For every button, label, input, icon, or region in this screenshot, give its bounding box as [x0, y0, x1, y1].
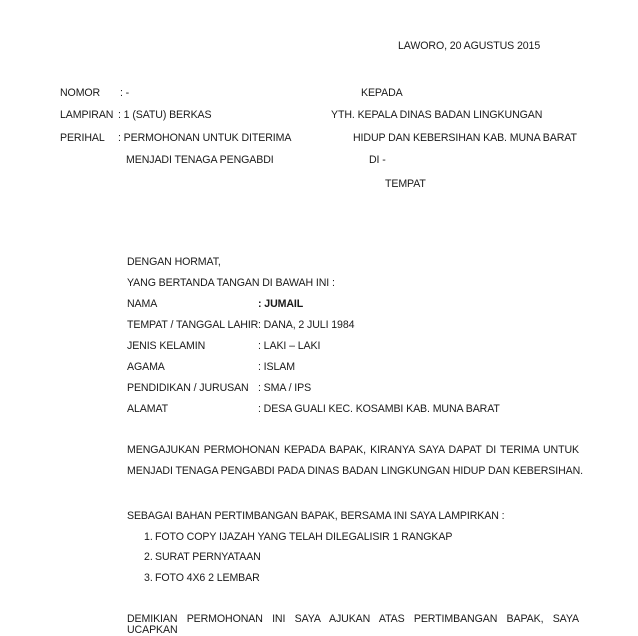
recipient-line-3: HIDUP DAN KEBERSIHAN KAB. MUNA BARAT	[353, 132, 577, 144]
attachment-item: FOTO COPY IJAZAH YANG TELAH DILEGALISIR 1 RANGKAP	[155, 531, 453, 543]
greeting: DENGAN HORMAT,	[127, 256, 221, 268]
perihal-label: PERIHAL	[60, 132, 105, 144]
field-value-alamat: : DESA GUALI KEC. KOSAMBI KAB. MUNA BARAT	[258, 403, 500, 415]
request-line-2: MENJADI TENAGA PENGABDI PADA DINAS BADAN LINGKUNGAN HIDUP DAN KEBERSIHAN.	[127, 465, 583, 477]
field-value-nama: : JUMAIL	[258, 298, 304, 310]
lampiran-value: : 1 (SATU) BERKAS	[118, 109, 212, 121]
attachment-number: 1.	[144, 531, 153, 543]
recipient-di: DI -	[369, 154, 386, 166]
attachment-number: 3.	[144, 572, 153, 584]
recipient-line-2: YTH. KEPALA DINAS BADAN LINGKUNGAN	[331, 109, 543, 121]
attachment-item: FOTO 4X6 2 LEMBAR	[155, 572, 260, 584]
attach-intro: SEBAGAI BAHAN PERTIMBANGAN BAPAK, BERSAMA INI SAYA LAMPIRKAN :	[127, 510, 505, 522]
field-label-ttl: TEMPAT / TANGGAL LAHIR	[127, 319, 259, 331]
field-label-pendidikan: PENDIDIKAN / JURUSAN	[127, 382, 249, 394]
nomor-value: : -	[120, 87, 130, 99]
perihal-value-1: : PERMOHONAN UNTUK DITERIMA	[118, 132, 292, 144]
field-value-ttl: : DANA, 2 JULI 1984	[258, 319, 355, 331]
perihal-value-2: MENJADI TENAGA PENGABDI	[126, 154, 274, 166]
attachment-item: SURAT PERNYATAAN	[155, 551, 261, 563]
attachment-number: 2.	[144, 551, 153, 563]
field-label-nama: NAMA	[127, 298, 158, 310]
field-value-gender: : LAKI – LAKI	[258, 340, 321, 352]
field-value-agama: : ISLAM	[258, 361, 295, 373]
closing-line-1: DEMIKIAN PERMOHONAN INI SAYA AJUKAN ATAS PERTIMBANGAN BAPAK, SAYA UCAPKAN	[127, 613, 579, 636]
nomor-label: NOMOR	[60, 87, 101, 99]
field-value-pendidikan: : SMA / IPS	[258, 382, 312, 394]
recipient-tempat: TEMPAT	[385, 178, 426, 190]
lampiran-label: LAMPIRAN	[60, 109, 114, 121]
field-label-gender: JENIS KELAMIN	[127, 340, 206, 352]
field-label-agama: AGAMA	[127, 361, 165, 373]
request-line-1: MENGAJUKAN PERMOHONAN KEPADA BAPAK, KIRANYA SAYA DAPAT DI TERIMA UNTUK	[127, 444, 579, 456]
recipient-kepada: KEPADA	[361, 87, 403, 99]
place-date: LAWORO, 20 AGUSTUS 2015	[398, 40, 541, 52]
field-label-alamat: ALAMAT	[127, 403, 168, 415]
intro: YANG BERTANDA TANGAN DI BAWAH INI :	[127, 277, 335, 289]
